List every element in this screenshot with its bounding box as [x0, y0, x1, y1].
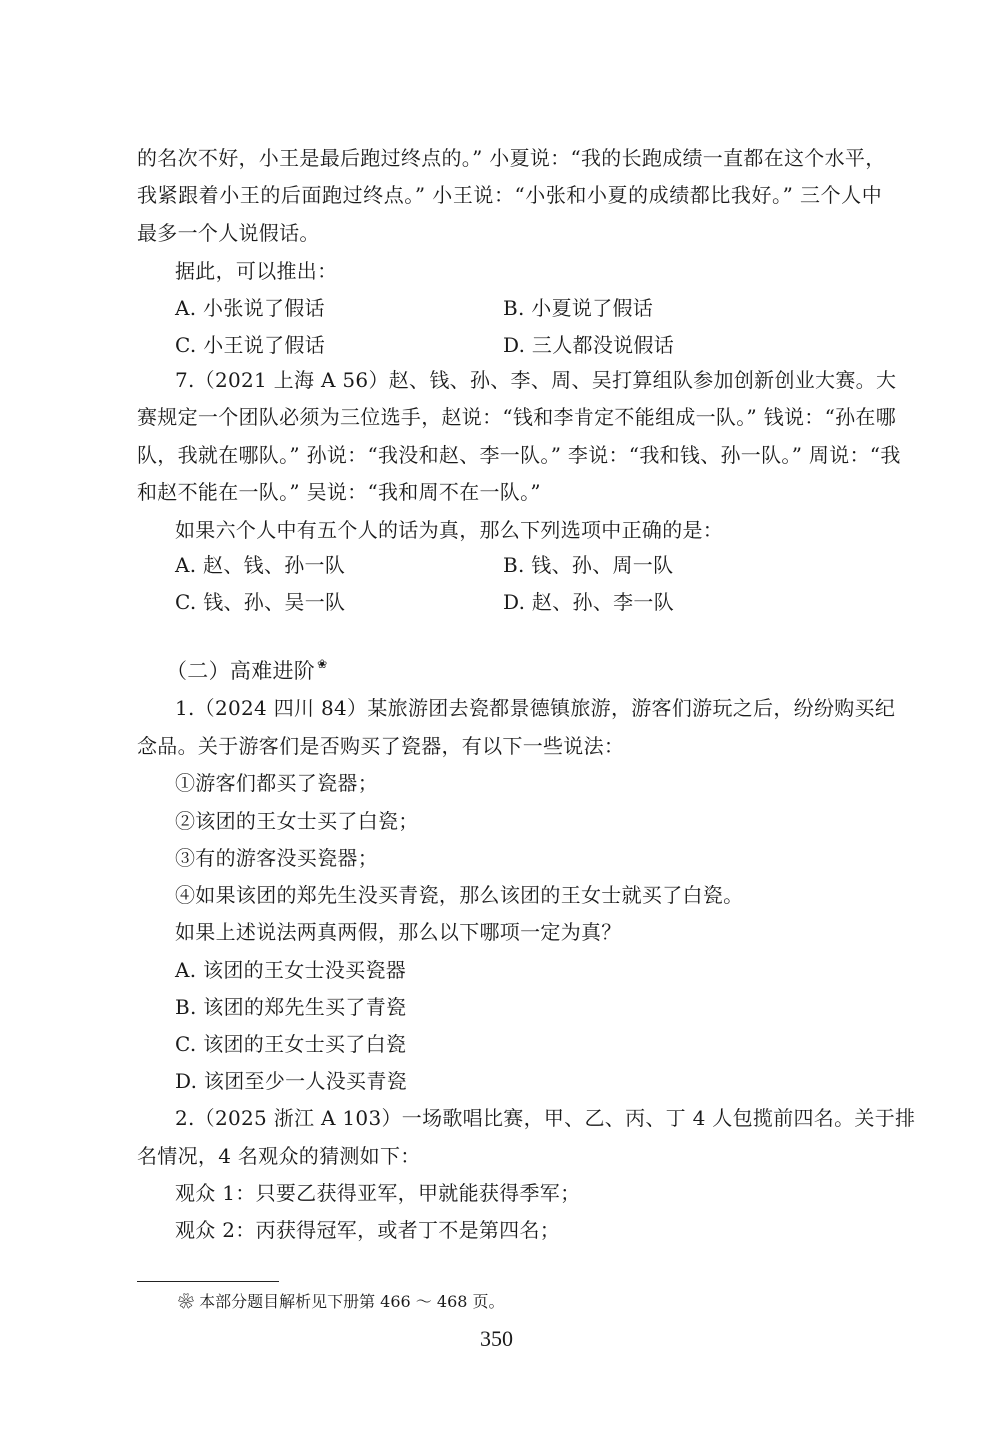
text-line: ②该团的王女士买了白瓷； [175, 809, 419, 833]
text-line: 观众 2：丙获得冠军，或者丁不是第四名； [175, 1218, 561, 1242]
text-line: 观众 1：只要乙获得亚军，甲就能获得季军； [175, 1181, 581, 1205]
option-c: C. 该团的王女士买了白瓷 [175, 1032, 407, 1056]
text-line: 7.（2021 上海 A 56）赵、钱、孙、李、周、吴打算组队参加创新创业大赛。大 [175, 368, 897, 392]
footnote-divider [137, 1281, 279, 1282]
text-line: 最多一个人说假话。 [137, 221, 320, 245]
page-number: 350 [480, 1326, 513, 1351]
text-line: 名情况，4 名观众的猜测如下： [137, 1144, 421, 1168]
option-b: B. 小夏说了假话 [503, 296, 654, 320]
option-c: C. 钱、孙、吴一队 [175, 590, 346, 614]
text-line: 赛规定一个团队必须为三位选手，赵说：“钱和李肯定不能组成一队。” 钱说：“孙在哪 [137, 405, 897, 429]
footnote-mark-icon: ❀ [317, 657, 328, 671]
option-a: A. 赵、钱、孙一队 [175, 553, 346, 577]
text-line: 如果上述说法两真两假，那么以下哪项一定为真？ [175, 920, 622, 944]
text-line: ③有的游客没买瓷器； [175, 846, 378, 870]
text-line: 据此，可以推出： [175, 259, 338, 283]
text-line: ①游客们都买了瓷器； [175, 771, 378, 795]
option-a: A. 小张说了假话 [175, 296, 325, 320]
section-heading-text: （二）高难进阶 [166, 659, 316, 683]
section-heading [166, 659, 327, 686]
text-line: 2.（2025 浙江 A 103）一场歌唱比赛，甲、乙、丙、丁 4 人包揽前四名。关于排 [175, 1106, 916, 1130]
text-line: 的名次不好，小王是最后跑过终点的。” 小夏说：“我的长跑成绩一直都在这个水平， [137, 146, 886, 170]
text-line: 队，我就在哪队。” 孙说：“我没和赵、李一队。” 李说：“我和钱、孙一队。” 周说：“我 [137, 443, 901, 467]
text-line: ④如果该团的郑先生没买青瓷，那么该团的王女士就买了白瓷。 [175, 883, 744, 907]
text-line: 念品。关于游客们是否购买了瓷器，有以下一些说法： [137, 734, 625, 758]
option-b: B. 钱、孙、周一队 [503, 553, 674, 577]
option-d: D. 赵、孙、李一队 [503, 590, 675, 614]
option-d: D. 该团至少一人没买青瓷 [175, 1069, 407, 1093]
footnote: ❀ 本部分题目解析见下册第 466 ～ 468 页。 [178, 1292, 505, 1311]
option-c: C. 小王说了假话 [175, 333, 326, 357]
option-d: D. 三人都没说假话 [503, 333, 675, 357]
text-line: 1.（2024 四川 84）某旅游团去瓷都景德镇旅游，游客们游玩之后，纷纷购买纪 [175, 696, 896, 720]
text-line: 如果六个人中有五个人的话为真，那么下列选项中正确的是： [175, 518, 724, 542]
text-line: 我紧跟着小王的后面跑过终点。” 小王说：“小张和小夏的成绩都比我好。” 三个人中 [137, 183, 882, 207]
option-a: A. 该团的王女士没买瓷器 [175, 958, 407, 982]
text-line: 和赵不能在一队。” 吴说：“我和周不在一队。” [137, 480, 541, 504]
option-b: B. 该团的郑先生买了青瓷 [175, 995, 407, 1019]
